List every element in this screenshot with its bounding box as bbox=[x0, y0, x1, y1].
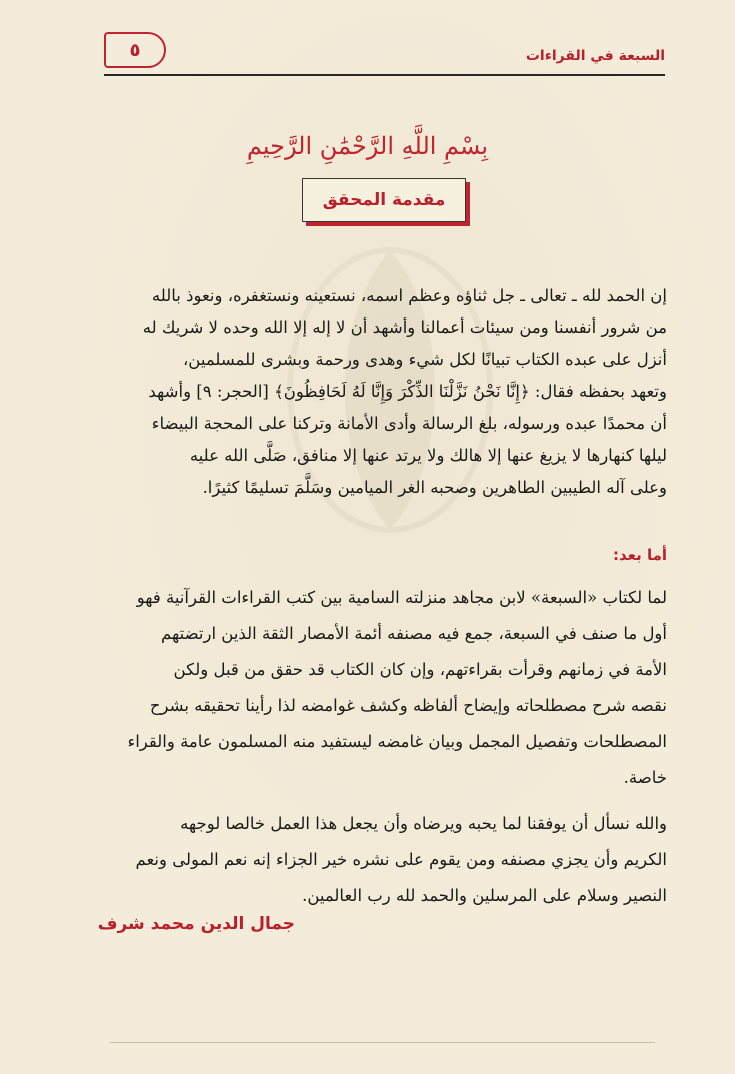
section-title-frame bbox=[302, 178, 466, 222]
text-line: الكريم وأن يجزي مصنفه ومن يقوم على نشره خير الجزاء إنه نعم المولى ونعم bbox=[135, 850, 667, 869]
text-line: المصطلحات وتفصيل المجمل وبيان غامضه ليستفيد منه المسلمون عامة والقراء bbox=[127, 732, 667, 751]
page-number bbox=[104, 32, 166, 68]
text-line: من شرور أنفسنا ومن سيئات أعمالنا وأشهد أن لا إله إلا الله وحده لا شريك له bbox=[142, 318, 667, 337]
text-line: والله نسأل أن يوفقنا لما يحبه ويرضاه وأن يجعل هذا العمل خالصا لوجهه bbox=[180, 814, 667, 833]
paragraph-closing-prayer bbox=[100, 806, 667, 914]
bottom-faint-line bbox=[110, 1042, 655, 1043]
paragraph-about-book bbox=[100, 580, 667, 796]
basmala: بِسْمِ اللَّهِ الرَّحْمَٰنِ الرَّحِيمِ bbox=[246, 132, 489, 160]
text-line: النصير وسلام على المرسلين والحمد لله رب العالمين. bbox=[302, 886, 667, 905]
text-line: أن محمدًا عبده ورسوله، بلغ الرسالة وأدى الأمانة وتركنا على المحجة البيضاء bbox=[151, 414, 667, 433]
text-line: أول ما صنف في السبعة، جمع فيه مصنفه أئمة الأمصار الثقة الذين ارتضتهم bbox=[161, 624, 667, 643]
text-line: لما لكتاب «السبعة» لابن مجاهد منزلته السامية بين كتب القراءات القرآنية فهو bbox=[136, 588, 667, 607]
text-line: الأمة في زمانهم وقرأت بقراءتهم، وإن كان الكتاب قد حقق من قبل ولكن bbox=[173, 660, 667, 679]
subheading-amma-bad: أما بعد: bbox=[612, 546, 667, 564]
text-line: خاصة. bbox=[623, 768, 667, 787]
text-line: أنزل على عبده الكتاب تبيانًا لكل شيء وهدى ورحمة وبشرى للمسلمين، bbox=[182, 350, 667, 369]
text-line: نقصه شرح مصطلحاته وإيضاح ألفاظه وكشف غوامضه لذا رأينا تحقيقه بشرح bbox=[149, 696, 667, 715]
text-line: وتعهد بحفظه فقال: ﴿إِنَّا نَحْنُ نَزَّلْنَا الذِّكْرَ وَإِنَّا لَهُ لَحَافِظُونَ﴾ [الحجر: ٩] وأشهد bbox=[148, 382, 667, 401]
header-divider bbox=[104, 74, 665, 76]
running-header-title: السبعة في القراءات bbox=[525, 48, 665, 64]
paragraph-introduction bbox=[100, 280, 667, 504]
section-title: مقدمة المحقق bbox=[322, 190, 446, 210]
text-line: إن الحمد لله ـ تعالى ـ جل ثناؤه وعظم اسمه، نستعينه ونستغفره، ونعوذ بالله bbox=[151, 286, 667, 305]
text-line: وعلى آله الطيبين الطاهرين وصحبه الغر الميامين وسَلَّمَ تسليمًا كثيرًا. bbox=[202, 478, 667, 497]
page-number-text: ٥ bbox=[129, 39, 141, 61]
text-line: ليلها كنهارها لا يزيغ عنها إلا هالك ولا يرتد عنها إلا منافق، صَلَّى الله عليه bbox=[189, 446, 667, 465]
author-signature: جمال الدين محمد شرف bbox=[97, 914, 295, 934]
